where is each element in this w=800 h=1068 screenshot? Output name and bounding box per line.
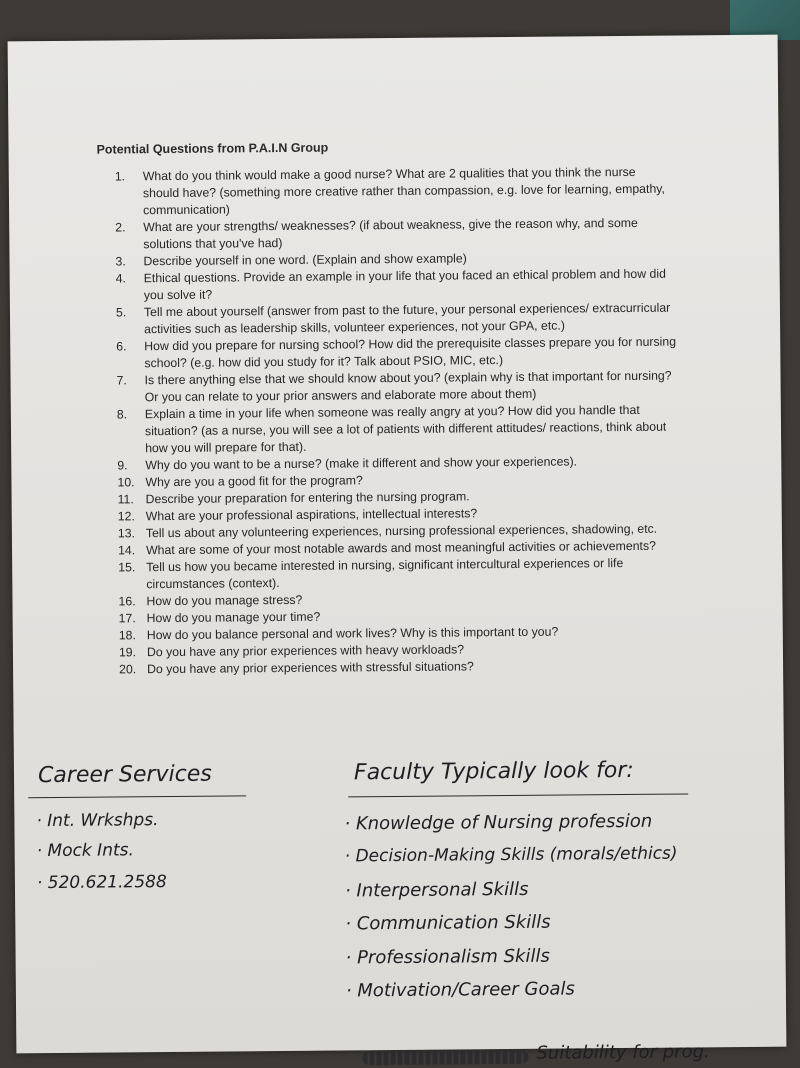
list-number: 1.: [114, 169, 126, 184]
list-number: 6.: [116, 339, 127, 354]
list-text: Ethical questions. Provide an example in your life that you faced an ethical problem and how did you solve it?: [143, 266, 666, 303]
list-text: Is there anything else that we should know about you? (explain why is that important for nursing? Or you can relate to your prior answers and elaborate more about them): [144, 368, 672, 405]
list-number: 14.: [117, 543, 136, 558]
list-text: What are some of your most notable awards and most meaningful activities or achievements?: [145, 538, 656, 558]
underline: [348, 793, 688, 797]
paper-sheet: [8, 35, 787, 1064]
list-number: 7.: [116, 373, 127, 388]
faculty-note: · Motivation/Career Goals: [345, 978, 575, 1002]
faculty-note: · Decision-Making Skills (morals/ethics): [344, 843, 678, 867]
list-text: How do you balance personal and work lives? Why is this important to you?: [146, 624, 559, 643]
underline: [28, 795, 246, 798]
list-text: Describe your preparation for entering the nursing program.: [145, 489, 470, 507]
list-number: 9.: [117, 458, 128, 473]
list-number: 16.: [118, 594, 136, 609]
list-text: Tell us how you became interested in nursing, significant intercultural experiences or life circumstances (context).: [146, 556, 624, 592]
list-text: What are your strengths/ weaknesses? (if about weakness, give the reason why, and some solutions that you've had): [143, 215, 638, 252]
list-item: [116, 266, 676, 305]
faculty-note: · Professionalism Skills: [345, 945, 550, 969]
list-text: Explain a time in your life when someone was really angry at you? How did you handle that situation? (as a nurse, you will see a lot of patients with different attitudes/ reactions, think about how you will prepare for that).: [144, 402, 667, 456]
list-item: [115, 215, 675, 254]
list-text: How do you manage stress?: [146, 592, 303, 609]
faculty-note-text: Motivation/Career Goals: [357, 978, 575, 1002]
list-number: 8.: [116, 407, 128, 422]
document-heading: Potential Questions from P.A.I.N Group: [96, 140, 329, 157]
list-number: 17.: [118, 611, 136, 626]
career-note-text: 520.621.2588: [47, 872, 167, 894]
career-note-text: Int. Wrkshps.: [47, 810, 159, 832]
faculty-note-text: Suitability for prog.: [536, 1041, 710, 1064]
list-item: [115, 164, 675, 220]
faculty-title: Faculty Typically look for:: [353, 757, 634, 786]
list-text: Describe yourself in one word. (Explain and show example): [143, 251, 467, 269]
faculty-note: · Knowledge of Nursing profession: [344, 810, 653, 835]
career-note: · Mock Ints.: [36, 840, 134, 862]
faculty-note-text: Communication Skills: [356, 911, 551, 935]
faculty-note-text: Professionalism Skills: [356, 945, 550, 969]
list-text: Do you have any prior experiences with stressful situations?: [147, 659, 474, 677]
list-number: 11.: [117, 492, 134, 507]
list-text: Tell us about any volunteering experiences, nursing professional experiences, shadowing, etc.: [145, 521, 658, 541]
faculty-note-text: Interpersonal Skills: [356, 878, 529, 902]
list-number: 13.: [117, 526, 136, 541]
list-number: 18.: [118, 628, 136, 643]
list-number: 10.: [117, 475, 135, 490]
list-number: 20.: [119, 662, 137, 677]
list-item: [117, 402, 677, 458]
list-number: 12.: [117, 509, 135, 524]
faculty-note: [536, 1041, 709, 1064]
list-text: Why are you a good fit for the program?: [145, 473, 363, 490]
list-number: 5.: [115, 305, 127, 320]
career-note: · 520.621.2588: [36, 872, 167, 894]
faculty-note-text: Decision-Making Skills (morals/ethics): [355, 843, 678, 867]
list-text: How do you manage your time?: [146, 609, 321, 626]
list-number: 2.: [115, 220, 126, 235]
list-text: Why do you want to be a nurse? (make it different and show your experiences).: [145, 454, 578, 473]
list-item: [116, 334, 676, 373]
list-text: How did you prepare for nursing school? How did the prerequisite classes prepare you for nursing school? (e.g. how did you study for it? Talk about PSIO, MIC, etc.): [144, 334, 677, 371]
career-note-text: Mock Ints.: [47, 840, 134, 862]
list-item: [118, 555, 678, 594]
question-list: [115, 164, 679, 679]
faculty-note: · Communication Skills: [345, 911, 551, 935]
career-note: · Int. Wrkshps.: [36, 810, 159, 832]
list-number: 4.: [115, 271, 126, 286]
list-number: 19.: [118, 645, 137, 660]
crossed-out-scribble: [362, 1050, 528, 1065]
list-number: 15.: [118, 560, 136, 575]
career-services-title: Career Services: [37, 761, 212, 789]
faculty-note-text: Knowledge of Nursing profession: [355, 810, 653, 835]
list-item: [116, 300, 676, 339]
list-text: Tell me about yourself (answer from past to the future, your personal experiences/ extracurricular activities such as leadership skills, volunteer experiences, not your GPA, etc.): [143, 300, 671, 337]
list-text: Do you have any prior experiences with heavy workloads?: [146, 642, 465, 660]
faculty-note: · Interpersonal Skills: [344, 878, 529, 902]
list-number: 3.: [115, 254, 126, 269]
list-item: [119, 657, 679, 679]
list-text: What are your professional aspirations, intellectual interests?: [145, 506, 478, 524]
list-text: What do you think would make a good nurse? What are 2 qualities that you think the nurse should have? (something more creative rather than compassion, e.g. love for learning, empathy, communication): [142, 164, 665, 218]
list-item: [116, 368, 676, 407]
